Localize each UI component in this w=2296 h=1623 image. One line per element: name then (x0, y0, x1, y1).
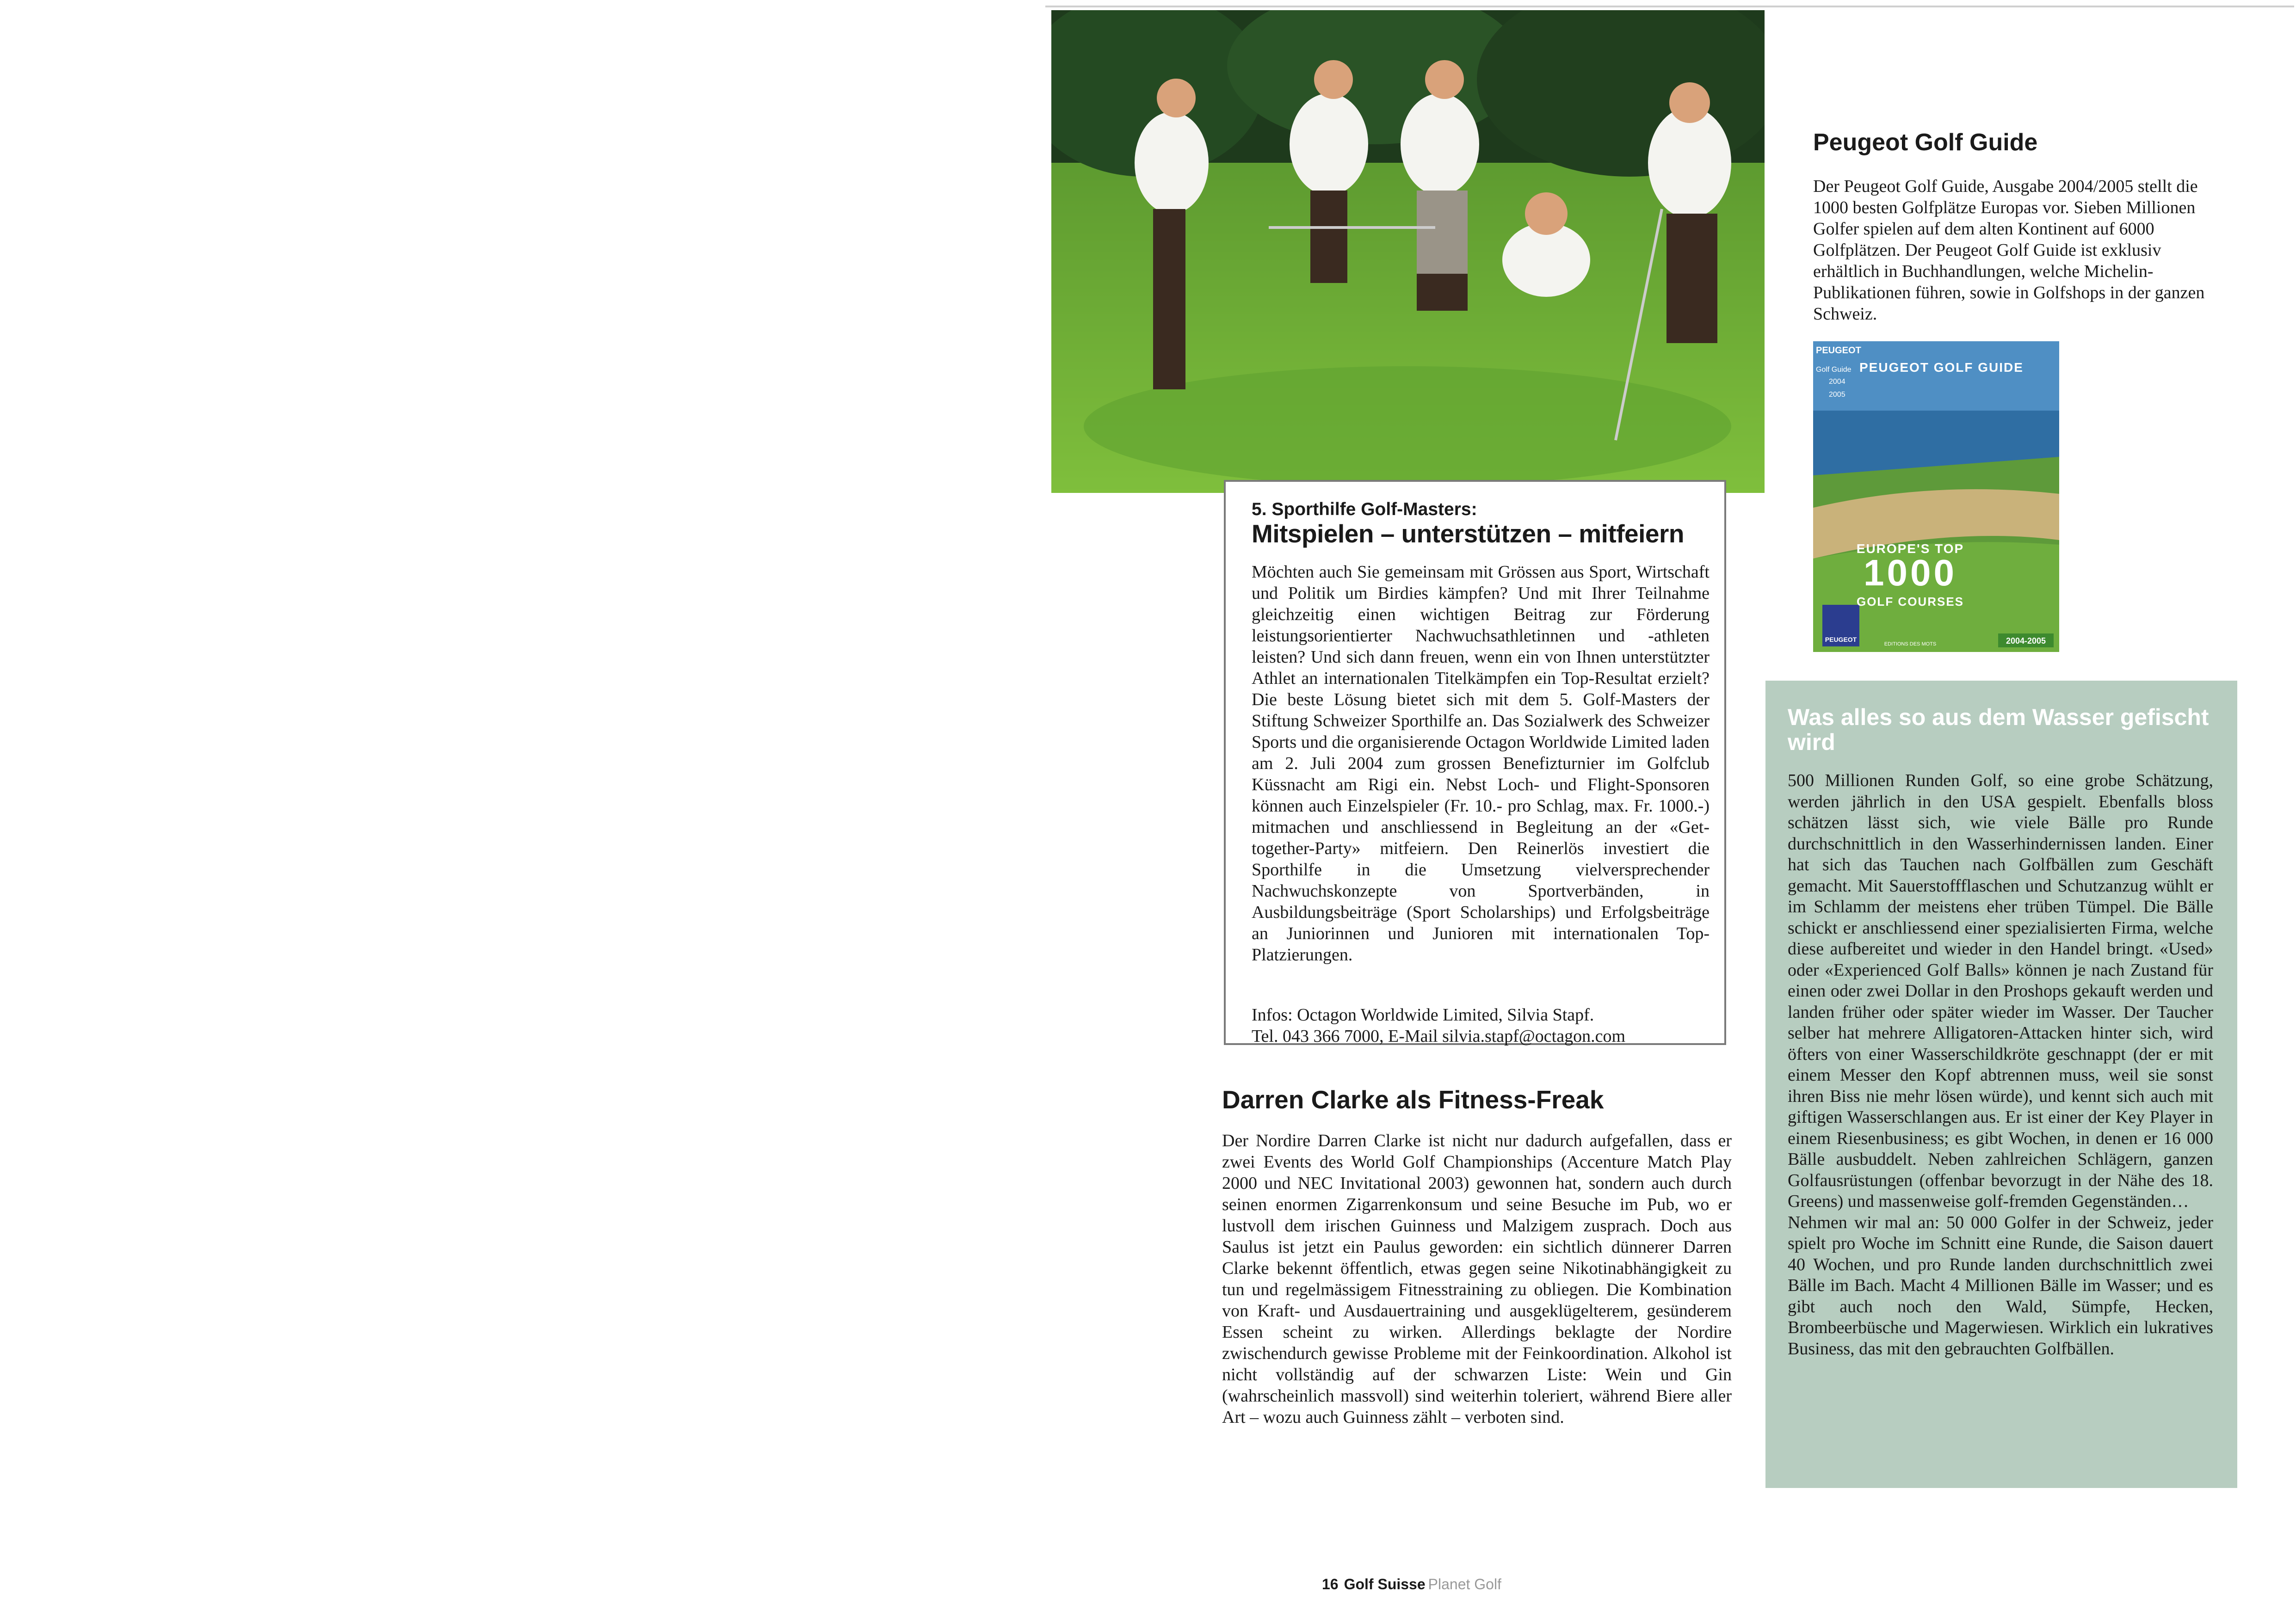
page-footer (1322, 1576, 1501, 1593)
sporthilfe-contact-line1: Infos: Octagon Worldwide Limited, Silvia Stapf. (1252, 1005, 1594, 1025)
water-body (1788, 770, 2213, 1359)
clarke-heading: Darren Clarke als Fitness-Freak (1222, 1085, 1604, 1114)
cover-sub2: 2004 (1829, 378, 1845, 386)
section-name: Planet Golf (1428, 1576, 1501, 1592)
page-number: 16 (1322, 1576, 1339, 1592)
peugeot-body: Der Peugeot Golf Guide, Ausgabe 2004/2005 stellt die 1000 besten Golfplätze Europas vor. Sieben Millionen Golfer spielen auf dem alten Kontinent auf 6000 Golfplätzen. Der Peugeot Golf Guide ist exklusiv erhältlich in Buchhandlungen, welche Michelin-Publikationen führen, sowie in Golfshops in der ganzen Schweiz. (1813, 177, 2205, 324)
cover-publisher: EDITIONS DES MOTS (1884, 641, 1937, 647)
peugeot-heading: Peugeot Golf Guide (1813, 129, 2038, 156)
cover-brand: PEUGEOT (1816, 345, 1861, 356)
water-paragraph-1: 500 Millionen Runden Golf, so eine grobe Schätzung, werden jährlich in den USA gespielt. Ebenfalls bloss schätzen lässt sich, wie viele Bälle pro Runde durchschnittlich in den Wasserhindernissen landen. Einer hat sich das Tauchen nach Golfbällen zum Geschäft gemacht. Mit Sauerstoffflaschen und Schutzanzug wühlt er im Schlamm der meistens eher trüben Tümpel. Die Bälle schickt er anschliessend einer spezialisierten Firma, welche diese aufbereitet und wieder in den Handel bringt. «Used» oder «Experienced Golf Balls» können je nach Zustand für einen oder zwei Dollar in den Proshops gekauft werden und landen früher oder später wieder im Wasser. Der Taucher selber hat mehrere Alligatoren-Attacken hinter sich, wird öfters von einer Wasserschildkröte geschnappt (der er mit einem Messer den Kopf abtrennen muss, weil sie sonst ihren Biss nie mehr lösen würde), und kennt sich auch mit giftigen Wasserschlangen aus. Er ist einer der Key Player in einem Riesenbusiness; es gibt Wochen, in denen er 16 000 Bälle ausbuddelt. Neben zahlreichen Schlägern, ganzen Golfausrüstungen (offenbar bevorzugt in der Nähe des 18. Greens) und massenweise golf-fremden Gegenständen… (1788, 771, 2213, 1211)
golfers-photo (1051, 10, 1765, 493)
peugeot-guide-cover (1813, 341, 2059, 652)
cover-number: 1000 (1864, 552, 1957, 593)
cover-subtitle: GOLF COURSES (1856, 595, 1964, 609)
clarke-body: Der Nordire Darren Clarke ist nicht nur dadurch aufgefallen, dass er zwei Events des World Golf Championships (Accenture Match Play 2000 und NEC Invitational 2003) gewonnen hat, sondern auch durch seinen enormen Zigarrenkonsum und seine Besuche im Pub, wo er lustvoll dem irischen Guinness und Malzigem zusprach. Doch aus Saulus ist jetzt ein Paulus geworden: ein sichtlich dünnerer Darren Clarke bekennt öffentlich, etwas gegen seine Nikotinabhängigkeit zu tun und regelmässigem Fitnesstraining zu obliegen. Die Kombination von Kraft- und Ausdauertraining und ausgeklügelterem, gesünderem Essen scheint zu wirken. Allerdings beklagte der Nordire zwischendurch gewisse Probleme mit der Feinkoordination. Alkohol ist nicht vollständig auf der schwarzen Liste: Wein und Gin (wahrscheinlich massvoll) sind weiterhin toleriert, während Biere aller Art – wozu auch Guinness zählt – verboten sind. (1222, 1131, 1732, 1427)
sporthilfe-article-box (1224, 480, 1726, 1045)
sporthilfe-title: Mitspielen – unterstützen – mitfeiern (1252, 519, 1685, 548)
sporthilfe-contact (1252, 1004, 1710, 1047)
water-article-box (1765, 681, 2237, 1488)
cover-logo-label: PEUGEOT (1825, 636, 1857, 643)
magazine-name: Golf Suisse (1344, 1576, 1426, 1592)
sporthilfe-kicker: 5. Sporthilfe Golf-Masters: (1252, 499, 1477, 519)
cover-title: PEUGEOT GOLF GUIDE (1859, 360, 2024, 375)
water-paragraph-2: Nehmen wir mal an: 50 000 Golfer in der Schweiz, jeder spielt pro Woche im Schnitt eine Runde, die Saison dauert 40 Wochen, und pro Runde landen durchschnittlich zwei Bälle im Bach. Macht 4 Millionen Bälle im Wasser; und es gibt auch noch den Wald, Sümpfe, Hecken, Brombeerbüsche und Magerwiesen. Wirklich ein lukratives Business, das mit den gebrauchten Golfbällen. (1788, 1212, 2213, 1359)
cover-tagline: EUROPE'S TOP (1856, 541, 1964, 556)
cover-edition: 2004-2005 (2006, 636, 2046, 646)
cover-sub3: 2005 (1829, 391, 1845, 399)
top-rule (1045, 6, 2294, 7)
sporthilfe-body: Möchten auch Sie gemeinsam mit Grössen aus Sport, Wirtschaft und Politik um Birdies kämpfen? Und mit Ihrer Teilnahme gleichzeitig einen wichtigen Beitrag zur Förderung leistungsorientierter Nachwuchsathletinnen und -athleten leisten? Und sich dann freuen, wenn ein von Ihnen unterstützter Athlet an internationalen Titelkämpfen ein Top-Resultat erzielt? Die beste Lösung bietet sich mit dem 5. Golf-Masters der Stiftung Schweizer Sporthilfe an. Das Sozialwerk des Schweizer Sports und die organisierende Octagon Worldwide Limited laden am 2. Juli 2004 zum grossen Benefizturnier im Golfclub Küssnacht am Rigi ein. Nebst Loch- und Flight-Sponsoren können auch Einzelspieler (Fr. 10.- pro Schlag, max. Fr. 1000.-) mitmachen und anschliessend in Begleitung an der «Get-together-Party» mitfeiern. Den Reinerlös investiert die Sporthilfe in die Umsetzung vielversprechender Nachwuchskonzepte von Sportverbänden, in Ausbildungsbeiträge (Sport Scholarships) und Erfolgsbeiträge an Juniorinnen und Junioren mit internationalen Top-Platzierungen. (1252, 562, 1710, 965)
cover-sub1: Golf Guide (1816, 366, 1852, 374)
sporthilfe-contact-line2: Tel. 043 366 7000, E-Mail silvia.stapf@octagon.com (1252, 1027, 1626, 1046)
water-title: Was alles so aus dem Wasser gefischt wird (1788, 704, 2209, 755)
